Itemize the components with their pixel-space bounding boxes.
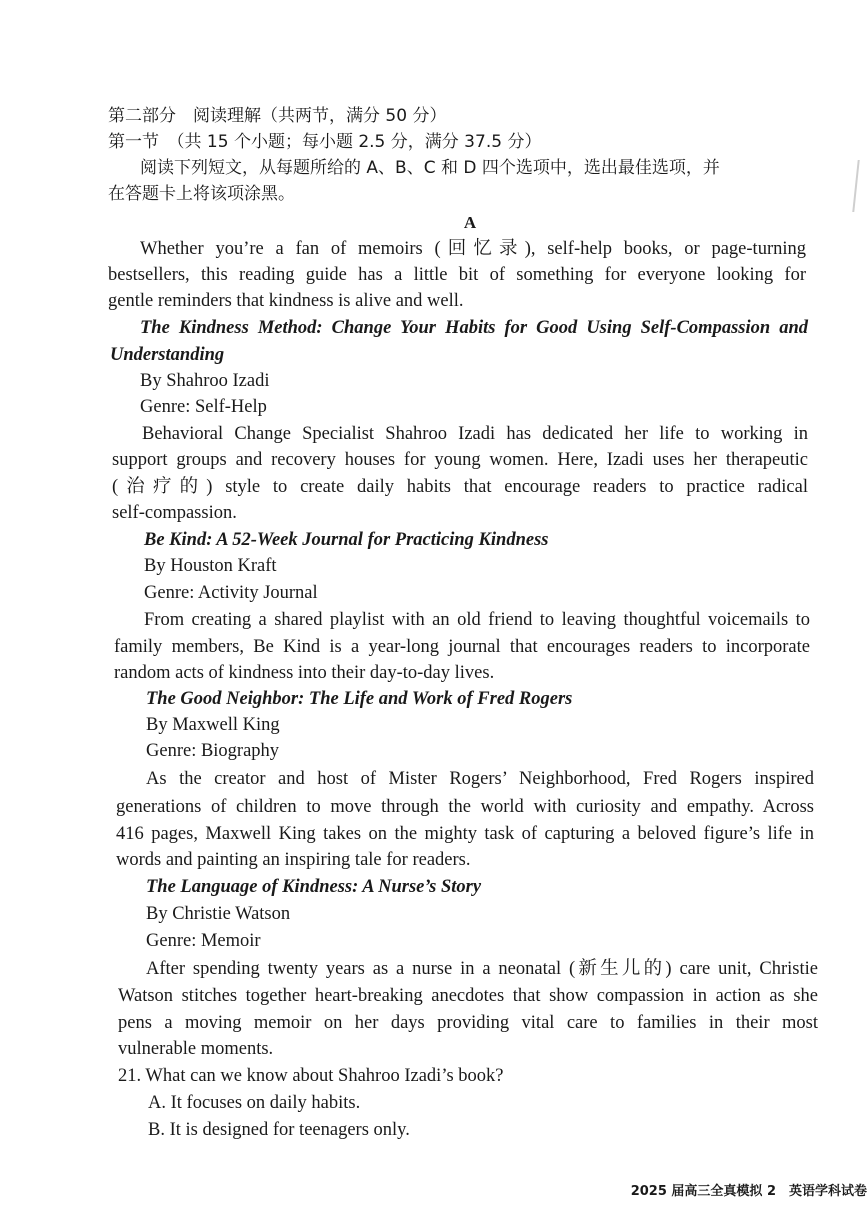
question-option-b: B. It is designed for teenagers only. — [148, 1120, 410, 1140]
book-desc-line: words and painting an inspiring tale for readers. — [116, 850, 471, 870]
question-stem: 21. What can we know about Shahroo Izadi’s book? — [118, 1066, 504, 1086]
instructions-line-1: 阅读下列短文，从每题所给的 A、B、C 和 D 四个选项中，选出最佳选项，并 — [140, 158, 720, 178]
book-desc-line: As the creator and host of Mister Rogers’ Neighborhood, Fred Rogers inspired — [146, 769, 814, 789]
book-desc-line: From creating a shared playlist with an old friend to leaving thoughtful voicemails to — [144, 610, 810, 630]
section-title: 第一节 （共 15 个小题；每小题 2.5 分，满分 37.5 分） — [108, 132, 542, 152]
book-desc-line: support groups and recovery houses for young women. Here, Izadi uses her therapeutic — [112, 450, 808, 470]
instructions-line-2: 在答题卡上将该项涂黑。 — [108, 184, 295, 204]
book-desc-line: (治疗的) style to create daily habits that encourage readers to practice radical — [112, 477, 808, 497]
book-desc-line: random acts of kindness into their day-to-day lives. — [114, 663, 495, 683]
page-footer: 2025 届高三全真模拟 2 英语学科试卷 — [630, 1184, 867, 1199]
book-title: The Good Neighbor: The Life and Work of Fred Rogers — [146, 689, 573, 709]
intro-line-1: Whether you’re a fan of memoirs (回忆录), self-help books, or page-turning — [140, 239, 806, 259]
scan-edge-mark — [852, 160, 865, 212]
book-title: Be Kind: A 52-Week Journal for Practicing Kindness — [144, 530, 549, 550]
book-desc-line: Behavioral Change Specialist Shahroo Izadi has dedicated her life to working in — [142, 424, 808, 444]
book-genre: Genre: Biography — [146, 741, 280, 761]
book-desc-line: pens a moving memoir on her days providing vital care to families in their most — [118, 1013, 818, 1033]
intro-line-3: gentle reminders that kindness is alive and well. — [108, 291, 464, 311]
book-desc-line: vulnerable moments. — [118, 1039, 274, 1059]
book-title: The Language of Kindness: A Nurse’s Story — [146, 877, 482, 897]
intro-line-2: bestsellers, this reading guide has a little bit of something for everyone looking for — [108, 265, 806, 285]
passage-label: A — [463, 213, 477, 232]
book-desc-line: After spending twenty years as a nurse in a neonatal (新生儿的) care unit, Christie — [146, 959, 818, 979]
book-desc-line: self-compassion. — [112, 503, 237, 523]
part-title: 第二部分 阅读理解（共两节，满分 50 分） — [108, 106, 447, 126]
book-desc-line: family members, Be Kind is a year-long journal that encourages readers to incorporate — [114, 637, 810, 657]
book-author: By Shahroo Izadi — [140, 371, 270, 391]
book-desc-line: Watson stitches together heart-breaking anecdotes that show compassion in action as she — [118, 986, 818, 1006]
book-author: By Houston Kraft — [144, 556, 277, 576]
book-genre: Genre: Memoir — [146, 931, 261, 951]
book-author: By Christie Watson — [146, 904, 291, 924]
book-author: By Maxwell King — [146, 715, 280, 735]
book-title: The Kindness Method: Change Your Habits for Good Using Self-Compassion and — [140, 318, 808, 338]
book-desc-line: 416 pages, Maxwell King takes on the mighty task of capturing a beloved figure’s life in — [116, 824, 814, 844]
book-desc-line: generations of children to move through the world with curiosity and empathy. Across — [116, 797, 814, 817]
book-genre: Genre: Self-Help — [140, 397, 267, 417]
book-genre: Genre: Activity Journal — [144, 583, 318, 603]
book-title-cont: Understanding — [110, 345, 225, 365]
question-option-a: A. It focuses on daily habits. — [148, 1093, 361, 1113]
